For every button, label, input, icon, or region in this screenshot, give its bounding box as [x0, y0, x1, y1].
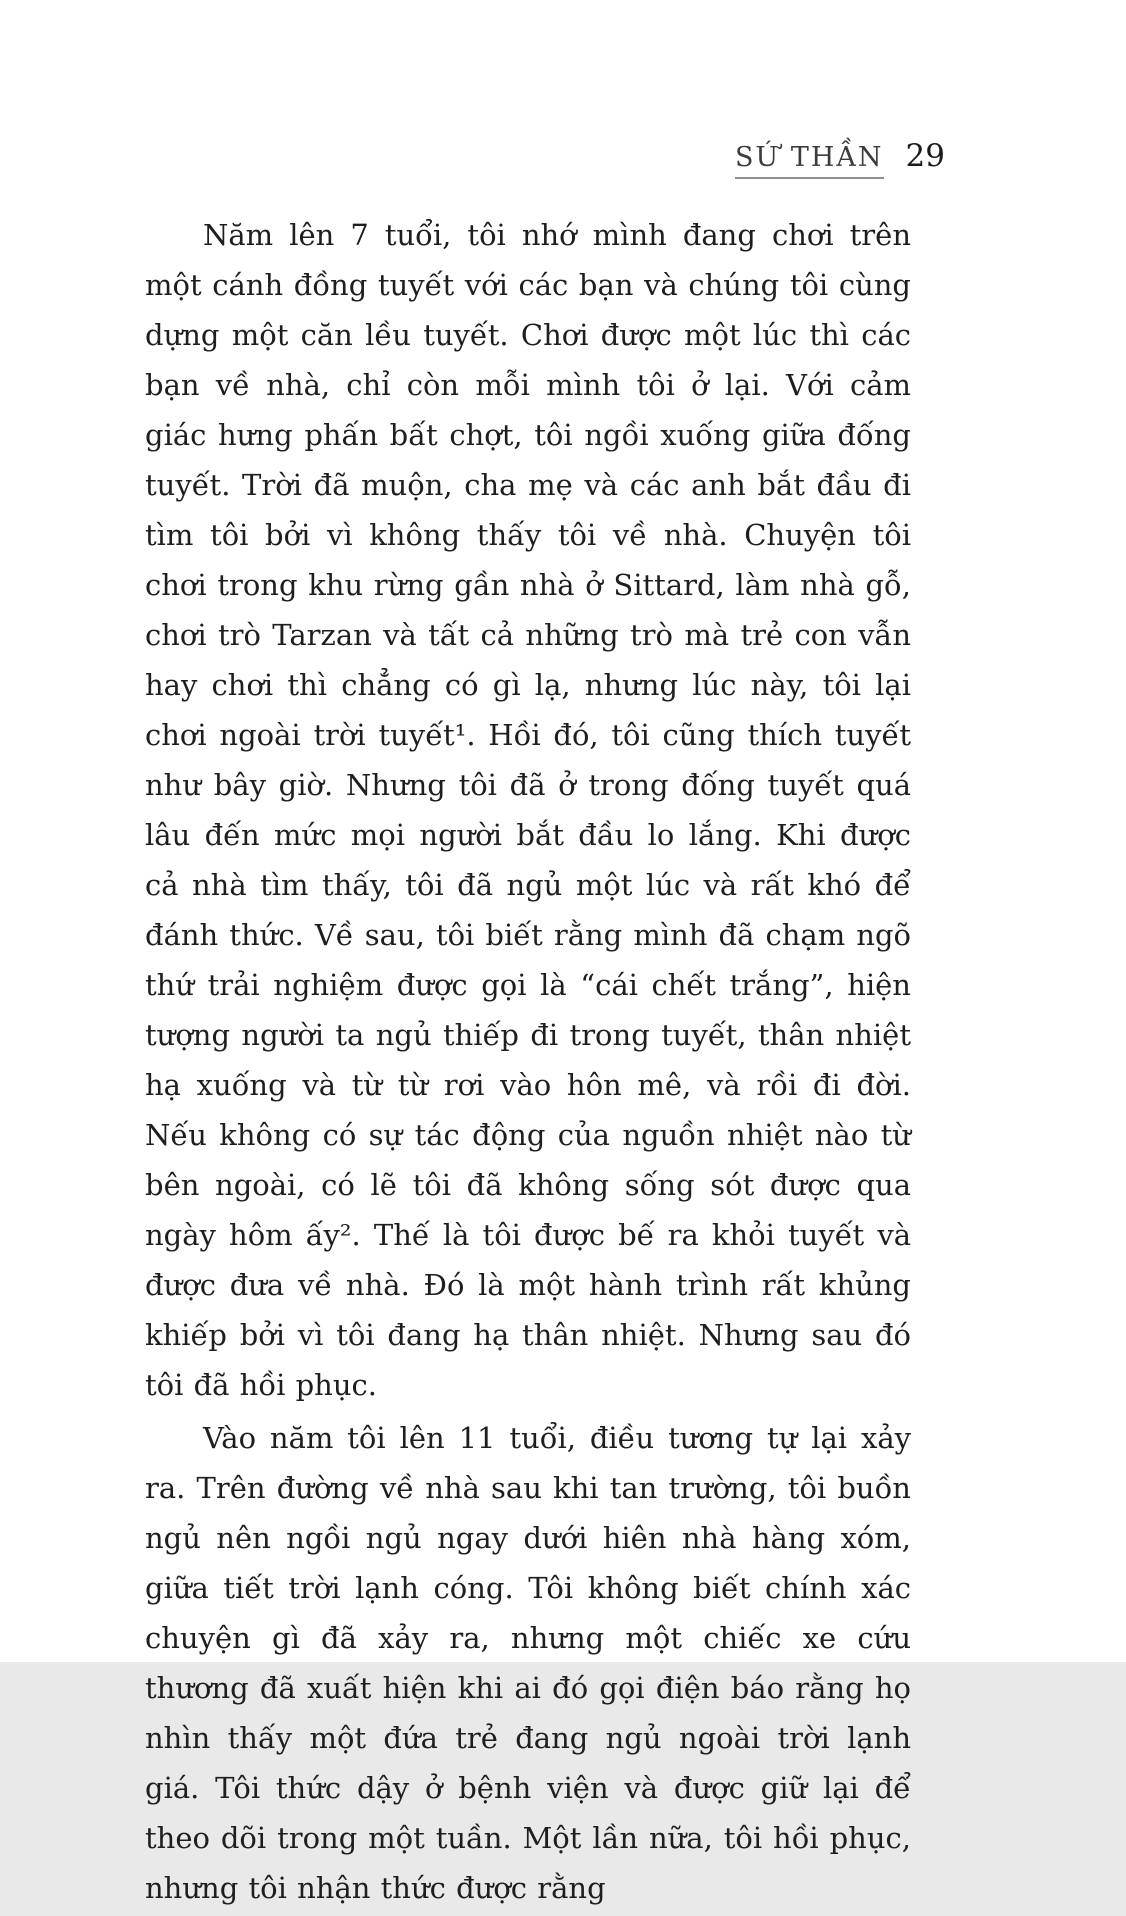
page-number: 29 [905, 138, 945, 174]
paragraph-1: Năm lên 7 tuổi, tôi nhớ mình đang chơi trên một cánh đồng tuyết với các bạn và chúng tôi cùng dựng một căn lều tuyết. Chơi được một lúc thì các bạn về nhà, chỉ còn mỗi mình tôi ở lại. Với cảm giác hưng phấn bất chợt, tôi ngồi xuống giữa đống tuyết. Trời đã muộn, cha mẹ và các anh bắt đầu đi tìm tôi bởi vì không thấy tôi về nhà. Chuyện tôi chơi trong khu rừng gần nhà ở Sittard, làm nhà gỗ, chơi trò Tarzan và tất cả những trò mà trẻ con vẫn hay chơi thì chẳng có gì lạ, nhưng lúc này, tôi lại chơi ngoài trời tuyết¹. Hồi đó, tôi cũng thích tuyết như bây giờ. Nhưng tôi đã ở trong đống tuyết quá lâu đến mức mọi người bắt đầu lo lắng. Khi được cả nhà tìm thấy, tôi đã ngủ một lúc và rất khó để đánh thức. Về sau, tôi biết rằng mình đã chạm ngõ thứ trải nghiệm được gọi là “cái chết trắng”, hiện tượng người ta ngủ thiếp đi trong tuyết, thân nhiệt hạ xuống và từ từ rơi vào hôn mê, và rồi đi đời. Nếu không có sự tác động của nguồn nhiệt nào từ bên ngoài, có lẽ tôi đã không sống sót được qua ngày hôm ấy². Thế là tôi được bế ra khỏi tuyết và được đưa về nhà. Đó là một hành trình rất khủng khiếp bởi vì tôi đang hạ thân nhiệt. Nhưng sau đó tôi đã hồi phục. [145, 218, 911, 1402]
running-title: SỨ THẦN [735, 142, 884, 179]
paragraph-2: Vào năm tôi lên 11 tuổi, điều tương tự lại xảy ra. Trên đường về nhà sau khi tan trường, tôi buồn ngủ nên ngồi ngủ ngay dưới hiên nhà hàng xóm, giữa tiết trời lạnh cóng. Tôi không biết chính xác chuyện gì đã xảy ra, nhưng một chiếc xe cứu thương đã xuất hiện khi ai đó gọi điện báo rằng họ nhìn thấy một đứa trẻ đang ngủ ngoài trời lạnh giá. Tôi thức dậy ở bệnh viện và được giữ lại để theo dõi trong một tuần. Một lần nữa, tôi hồi phục, nhưng tôi nhận thức được rằng [145, 1421, 911, 1905]
page-header [145, 138, 945, 179]
page-body [145, 210, 911, 1916]
